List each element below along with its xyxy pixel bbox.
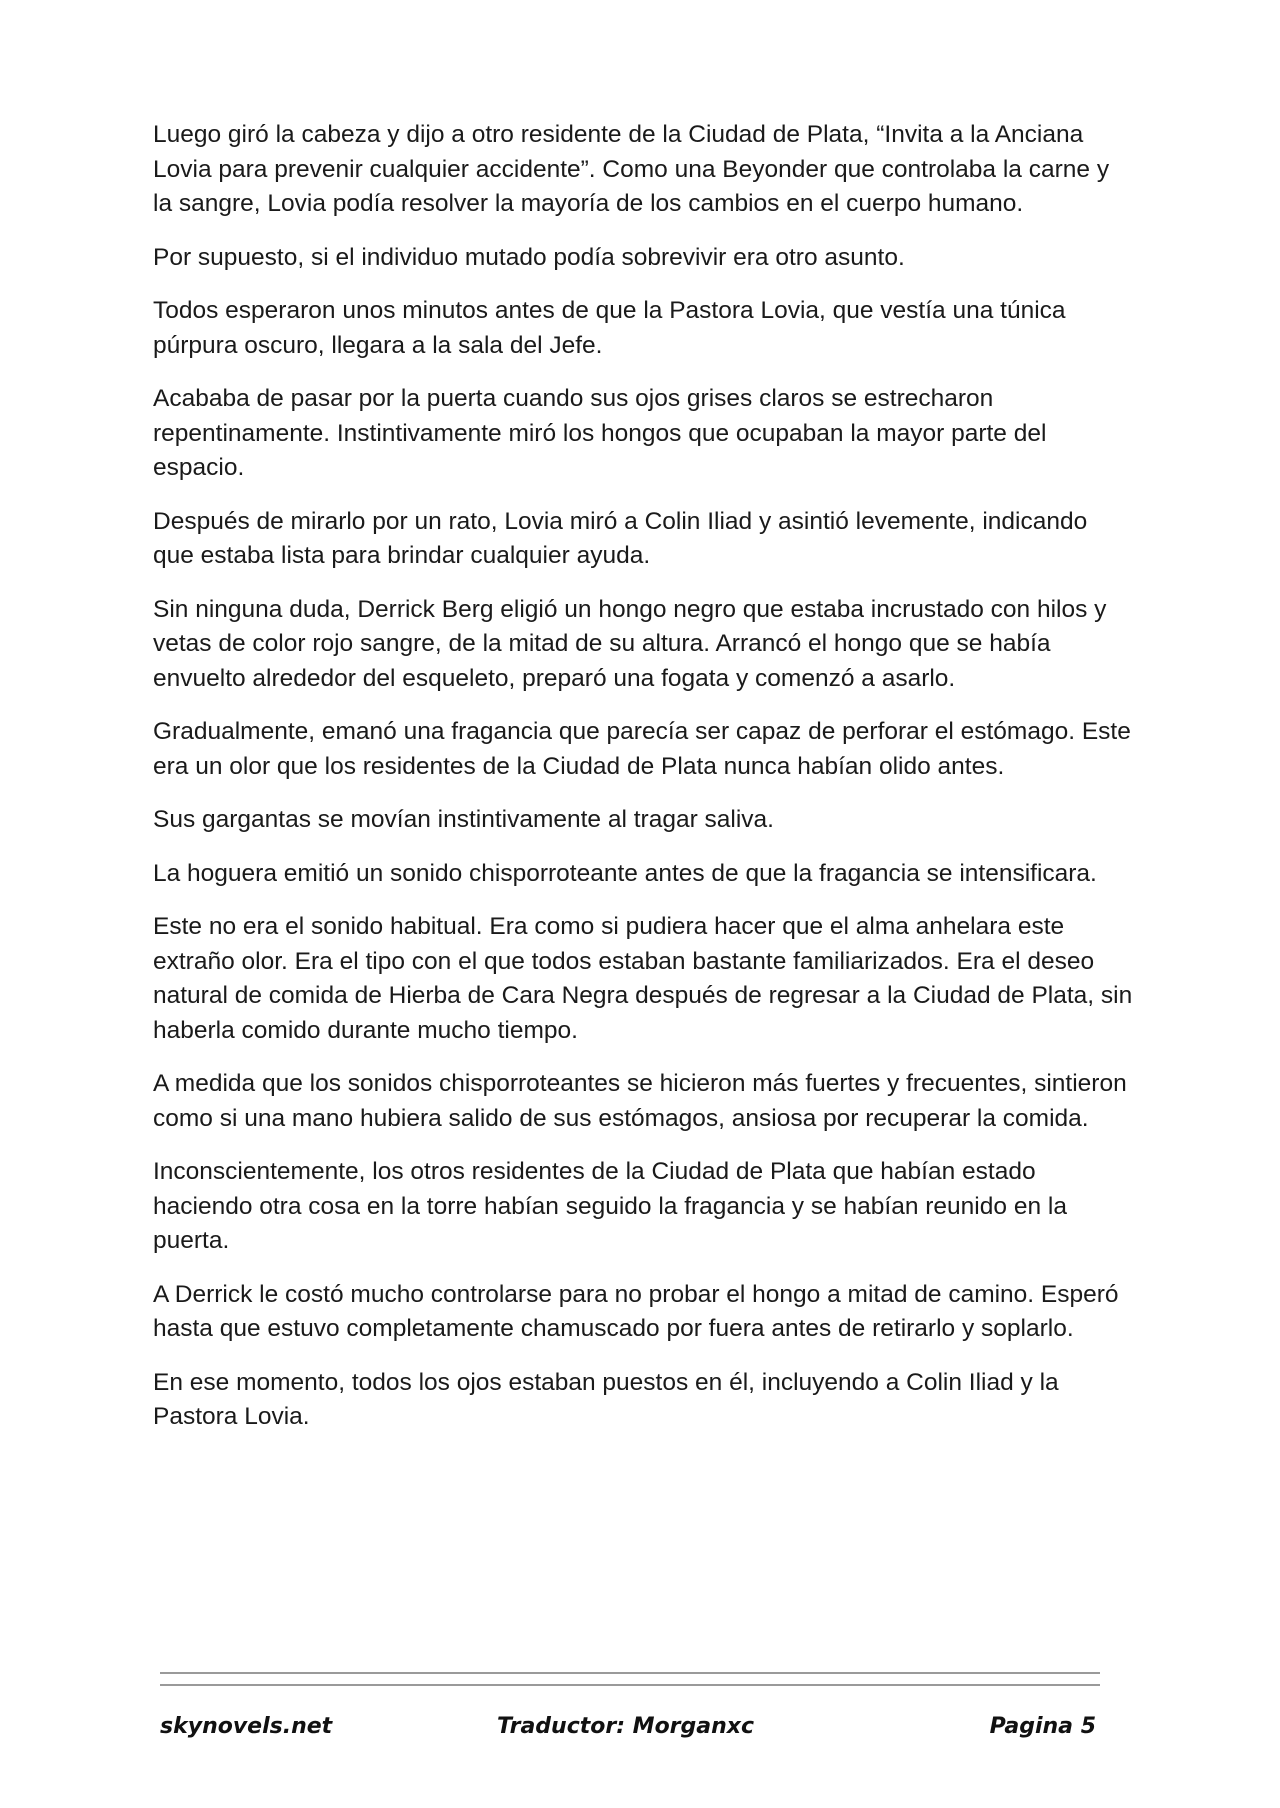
paragraph: La hoguera emitió un sonido chisporroteante antes de que la fragancia se intensificara. — [153, 859, 1097, 887]
page-footer — [160, 1714, 1100, 1748]
paragraph: En ese momento, todos los ojos estaban puestos en él, incluyendo a Colin Iliad y la Pastora Lovia. — [153, 1368, 1059, 1430]
paragraph: Después de mirarlo por un rato, Lovia miró a Colin Iliad y asintió levemente, indicando que estaba lista para brindar cualquier ayuda. — [153, 507, 1088, 569]
footer-divider-top — [160, 1672, 1100, 1674]
paragraph: Este no era el sonido habitual. Era como si pudiera hacer que el alma anhelara este extraño olor. Era el tipo con el que todos estaban bastante familiarizados. Era el deseo natural de comida de Hierba de Cara Negra después de regresar a la Ciudad de Plata, sin haberla comido durante mucho tiempo. — [153, 913, 1133, 1044]
footer-translator: Traductor: Morganxc — [497, 1714, 755, 1739]
paragraph: Sus gargantas se movían instintivamente al tragar saliva. — [153, 806, 774, 833]
footer-site: skynovels.net — [160, 1714, 333, 1739]
paragraph: Todos esperaron unos minutos antes de que la Pastora Lovia, que vestía una túnica púrpura oscuro, llegara a la sala del Jefe. — [153, 297, 1066, 359]
paragraph: A Derrick le costó mucho controlarse para no probar el hongo a mitad de camino. Esperó hasta que estuvo completamente chamuscado por fuera antes de retirarlo y soplarlo. — [153, 1280, 1119, 1342]
paragraph: Acababa de pasar por la puerta cuando sus ojos grises claros se estrecharon repentinamente. Instintivamente miró los hongos que ocupaban la mayor parte del espacio. — [153, 385, 1047, 481]
footer-divider-bottom — [160, 1684, 1100, 1686]
page-body — [153, 118, 1133, 1454]
paragraph: Gradualmente, emanó una fragancia que parecía ser capaz de perforar el estómago. Este era un olor que los residentes de la Ciudad de Plata nunca habían olido antes. — [153, 718, 1131, 780]
paragraph: Por supuesto, si el individuo mutado podía sobrevivir era otro asunto. — [153, 243, 905, 271]
paragraph: A medida que los sonidos chisporroteantes se hicieron más fuertes y frecuentes, sintieron como si una mano hubiera salido de sus estómagos, ansiosa por recuperar la comida. — [153, 1070, 1127, 1132]
paragraph: Sin ninguna duda, Derrick Berg eligió un hongo negro que estaba incrustado con hilos y vetas de color rojo sangre, de la mitad de su altura. Arrancó el hongo que se había envuelto alrededor del esqueleto, preparó una fogata y comenzó a asarlo. — [153, 595, 1107, 692]
paragraph: Luego giró la cabeza y dijo a otro residente de la Ciudad de Plata, “Invita a la Anciana Lovia para prevenir cualquier accidente”. Como una Beyonder que controlaba la carne y la sangre, Lovia podía resolver la mayoría de los cambios en el cuerpo humano. — [153, 121, 1110, 217]
footer-page-number: Pagina 5 — [989, 1714, 1096, 1739]
paragraph: Inconscientemente, los otros residentes de la Ciudad de Plata que habían estado haciendo otra cosa en la torre habían seguido la fragancia y se habían reunido en la puerta. — [153, 1158, 1067, 1254]
